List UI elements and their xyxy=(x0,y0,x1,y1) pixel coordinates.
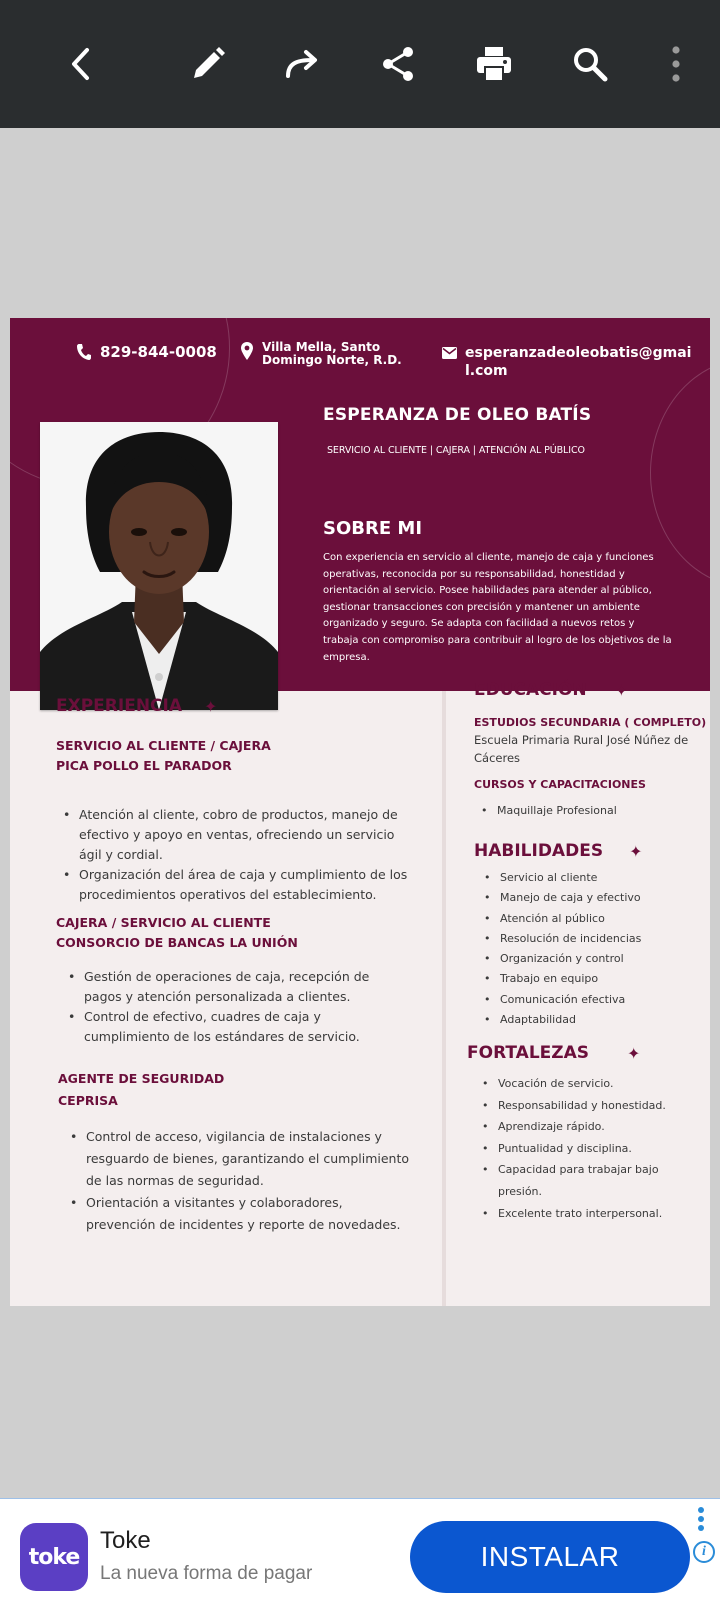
column-divider xyxy=(442,691,446,1306)
ad-tagline: La nueva forma de pagar xyxy=(100,1563,313,1584)
list-item: • Resolución de incidencias xyxy=(484,929,684,949)
candidate-name: ESPERANZA DE OLEO BATÍS xyxy=(323,405,592,425)
strengths-list xyxy=(482,1073,682,1224)
list-item: • Adaptabilidad xyxy=(484,1010,684,1030)
more-vert-icon xyxy=(656,44,696,84)
skills-list xyxy=(484,868,684,1030)
list-item: • Servicio al cliente xyxy=(484,868,684,888)
back-icon xyxy=(62,44,102,84)
list-item: • Responsabilidad y honestidad. xyxy=(482,1095,682,1117)
experience-title-text: EXPERIENCIA xyxy=(56,696,183,716)
list-item: • Puntualidad y disciplina. xyxy=(482,1138,682,1160)
list-item: • Atención al cliente, cobro de productos, manejo de efectivo y apoyo en ventas, ofreciendo un servicio ágil y cordial. xyxy=(63,805,413,865)
education-title-text: EDUCACIÓN xyxy=(474,680,587,700)
list-item: • Excelente trato interpersonal. xyxy=(482,1203,682,1225)
list-item: • Capacidad para trabajar bajo presión. xyxy=(482,1159,682,1202)
print-button[interactable] xyxy=(466,36,522,92)
skills-title xyxy=(474,841,642,861)
skills-title-text: HABILIDADES xyxy=(474,841,604,861)
list-item: • Comunicación efectiva xyxy=(484,990,684,1010)
about-title: SOBRE MI xyxy=(323,518,423,539)
sparkle-icon: ✦ xyxy=(204,696,218,716)
address-line-1: Villa Mella, Santo xyxy=(262,340,381,354)
candidate-roles: SERVICIO AL CLIENTE | CAJERA | ATENCIÓN AL PÚBLICO xyxy=(327,445,585,456)
install-button[interactable]: INSTALAR xyxy=(410,1521,690,1593)
mail-icon xyxy=(442,347,457,359)
education-school: Escuela Primaria Rural José Núñez de Cáceres xyxy=(474,733,689,765)
job-3-role: AGENTE DE SEGURIDAD xyxy=(58,1071,225,1086)
about-text: Con experiencia en servicio al cliente, manejo de caja y funciones operativas, reconocida por su responsabilidad, honestidad y orientación al servicio. Posee habilidades para atender al público, gestionar transacciones con precisión y mantener un ambiente organizado y seguro. Se adapta con facilidad a nuevos retos y trabaja con compromiso para contribuir al logro de los objetivos de la empresa. xyxy=(323,552,672,663)
pdf-page[interactable] xyxy=(10,318,710,1306)
print-icon xyxy=(474,44,514,84)
ad-info-icon[interactable]: i xyxy=(693,1541,715,1563)
location-pin-icon xyxy=(240,341,254,361)
strengths-title xyxy=(467,1043,640,1063)
ad-options-icon[interactable] xyxy=(698,1507,708,1534)
forward-icon xyxy=(282,44,322,84)
education-degree: ESTUDIOS SECUNDARIA ( COMPLETO) xyxy=(474,716,707,729)
more-options-button[interactable] xyxy=(648,36,704,92)
list-item: • Control de acceso, vigilancia de instalaciones y resguardo de bienes, garantizando el cumplimiento de las normas de seguridad. xyxy=(70,1126,410,1192)
sparkle-icon: ✦ xyxy=(627,1043,641,1063)
edit-icon xyxy=(188,44,228,84)
back-button[interactable] xyxy=(54,36,110,92)
ad-banner[interactable] xyxy=(0,1498,720,1612)
list-item: • Manejo de caja y efectivo xyxy=(484,888,684,908)
list-item: • Trabajo en equipo xyxy=(484,969,684,989)
ad-app-logo[interactable] xyxy=(20,1523,88,1591)
job-2-company: CONSORCIO DE BANCAS LA UNIÓN xyxy=(56,935,298,950)
contact-email xyxy=(442,344,697,380)
list-item: • Organización del área de caja y cumplimiento de los procedimientos operativos del establecimiento. xyxy=(63,865,413,905)
courses-title: CURSOS Y CAPACITACIONES xyxy=(474,778,646,791)
job-2-title xyxy=(56,913,298,953)
job-3-bullets xyxy=(70,1126,410,1236)
pdf-viewer-toolbar xyxy=(0,0,720,128)
sparkle-icon: ✦ xyxy=(614,680,629,700)
ad-app-name[interactable]: Toke xyxy=(100,1527,151,1554)
job-2-bullets xyxy=(68,967,408,1047)
job-1-title xyxy=(56,736,271,776)
job-1-company: PICA POLLO EL PARADOR xyxy=(56,758,232,773)
email-text: esperanzadeoleobatis@gmail.com xyxy=(465,345,692,379)
list-item: • Vocación de servicio. xyxy=(482,1073,682,1095)
address-line-2: Domingo Norte, R.D. xyxy=(262,353,402,367)
job-3-title xyxy=(58,1068,224,1112)
job-1-role: SERVICIO AL CLIENTE / CAJERA xyxy=(56,738,271,753)
search-button[interactable] xyxy=(562,36,618,92)
phone-icon xyxy=(76,343,92,361)
courses-list xyxy=(481,801,681,821)
strengths-title-text: FORTALEZAS xyxy=(467,1043,589,1063)
contact-address xyxy=(240,341,402,367)
edit-button[interactable] xyxy=(180,36,236,92)
job-1-bullets xyxy=(63,805,413,905)
list-item: • Control de efectivo, cuadres de caja y cumplimiento de los estándares de servicio. xyxy=(68,1007,408,1047)
profile-photo xyxy=(40,422,278,710)
list-item: • Orientación a visitantes y colaboradores, prevención de incidentes y reporte de novedades. xyxy=(70,1192,410,1236)
forward-button[interactable] xyxy=(274,36,330,92)
ad-logo-text: toke xyxy=(28,1544,80,1570)
search-icon xyxy=(570,44,610,84)
experience-title xyxy=(56,696,217,716)
list-item: • Organización y control xyxy=(484,949,684,969)
job-2-role: CAJERA / SERVICIO AL CLIENTE xyxy=(56,915,271,930)
phone-text: 829-844-0008 xyxy=(100,343,217,361)
list-item: • Atención al público xyxy=(484,909,684,929)
share-button[interactable] xyxy=(370,36,426,92)
share-icon xyxy=(378,44,418,84)
job-3-company: CEPRISA xyxy=(58,1093,118,1108)
sparkle-icon: ✦ xyxy=(629,841,643,861)
education-title xyxy=(474,680,628,700)
list-item: • Aprendizaje rápido. xyxy=(482,1116,682,1138)
list-item: • Gestión de operaciones de caja, recepción de pagos y atención personalizada a clientes. xyxy=(68,967,408,1007)
contact-phone xyxy=(76,343,217,361)
list-item: • Maquillaje Profesional xyxy=(481,801,681,821)
